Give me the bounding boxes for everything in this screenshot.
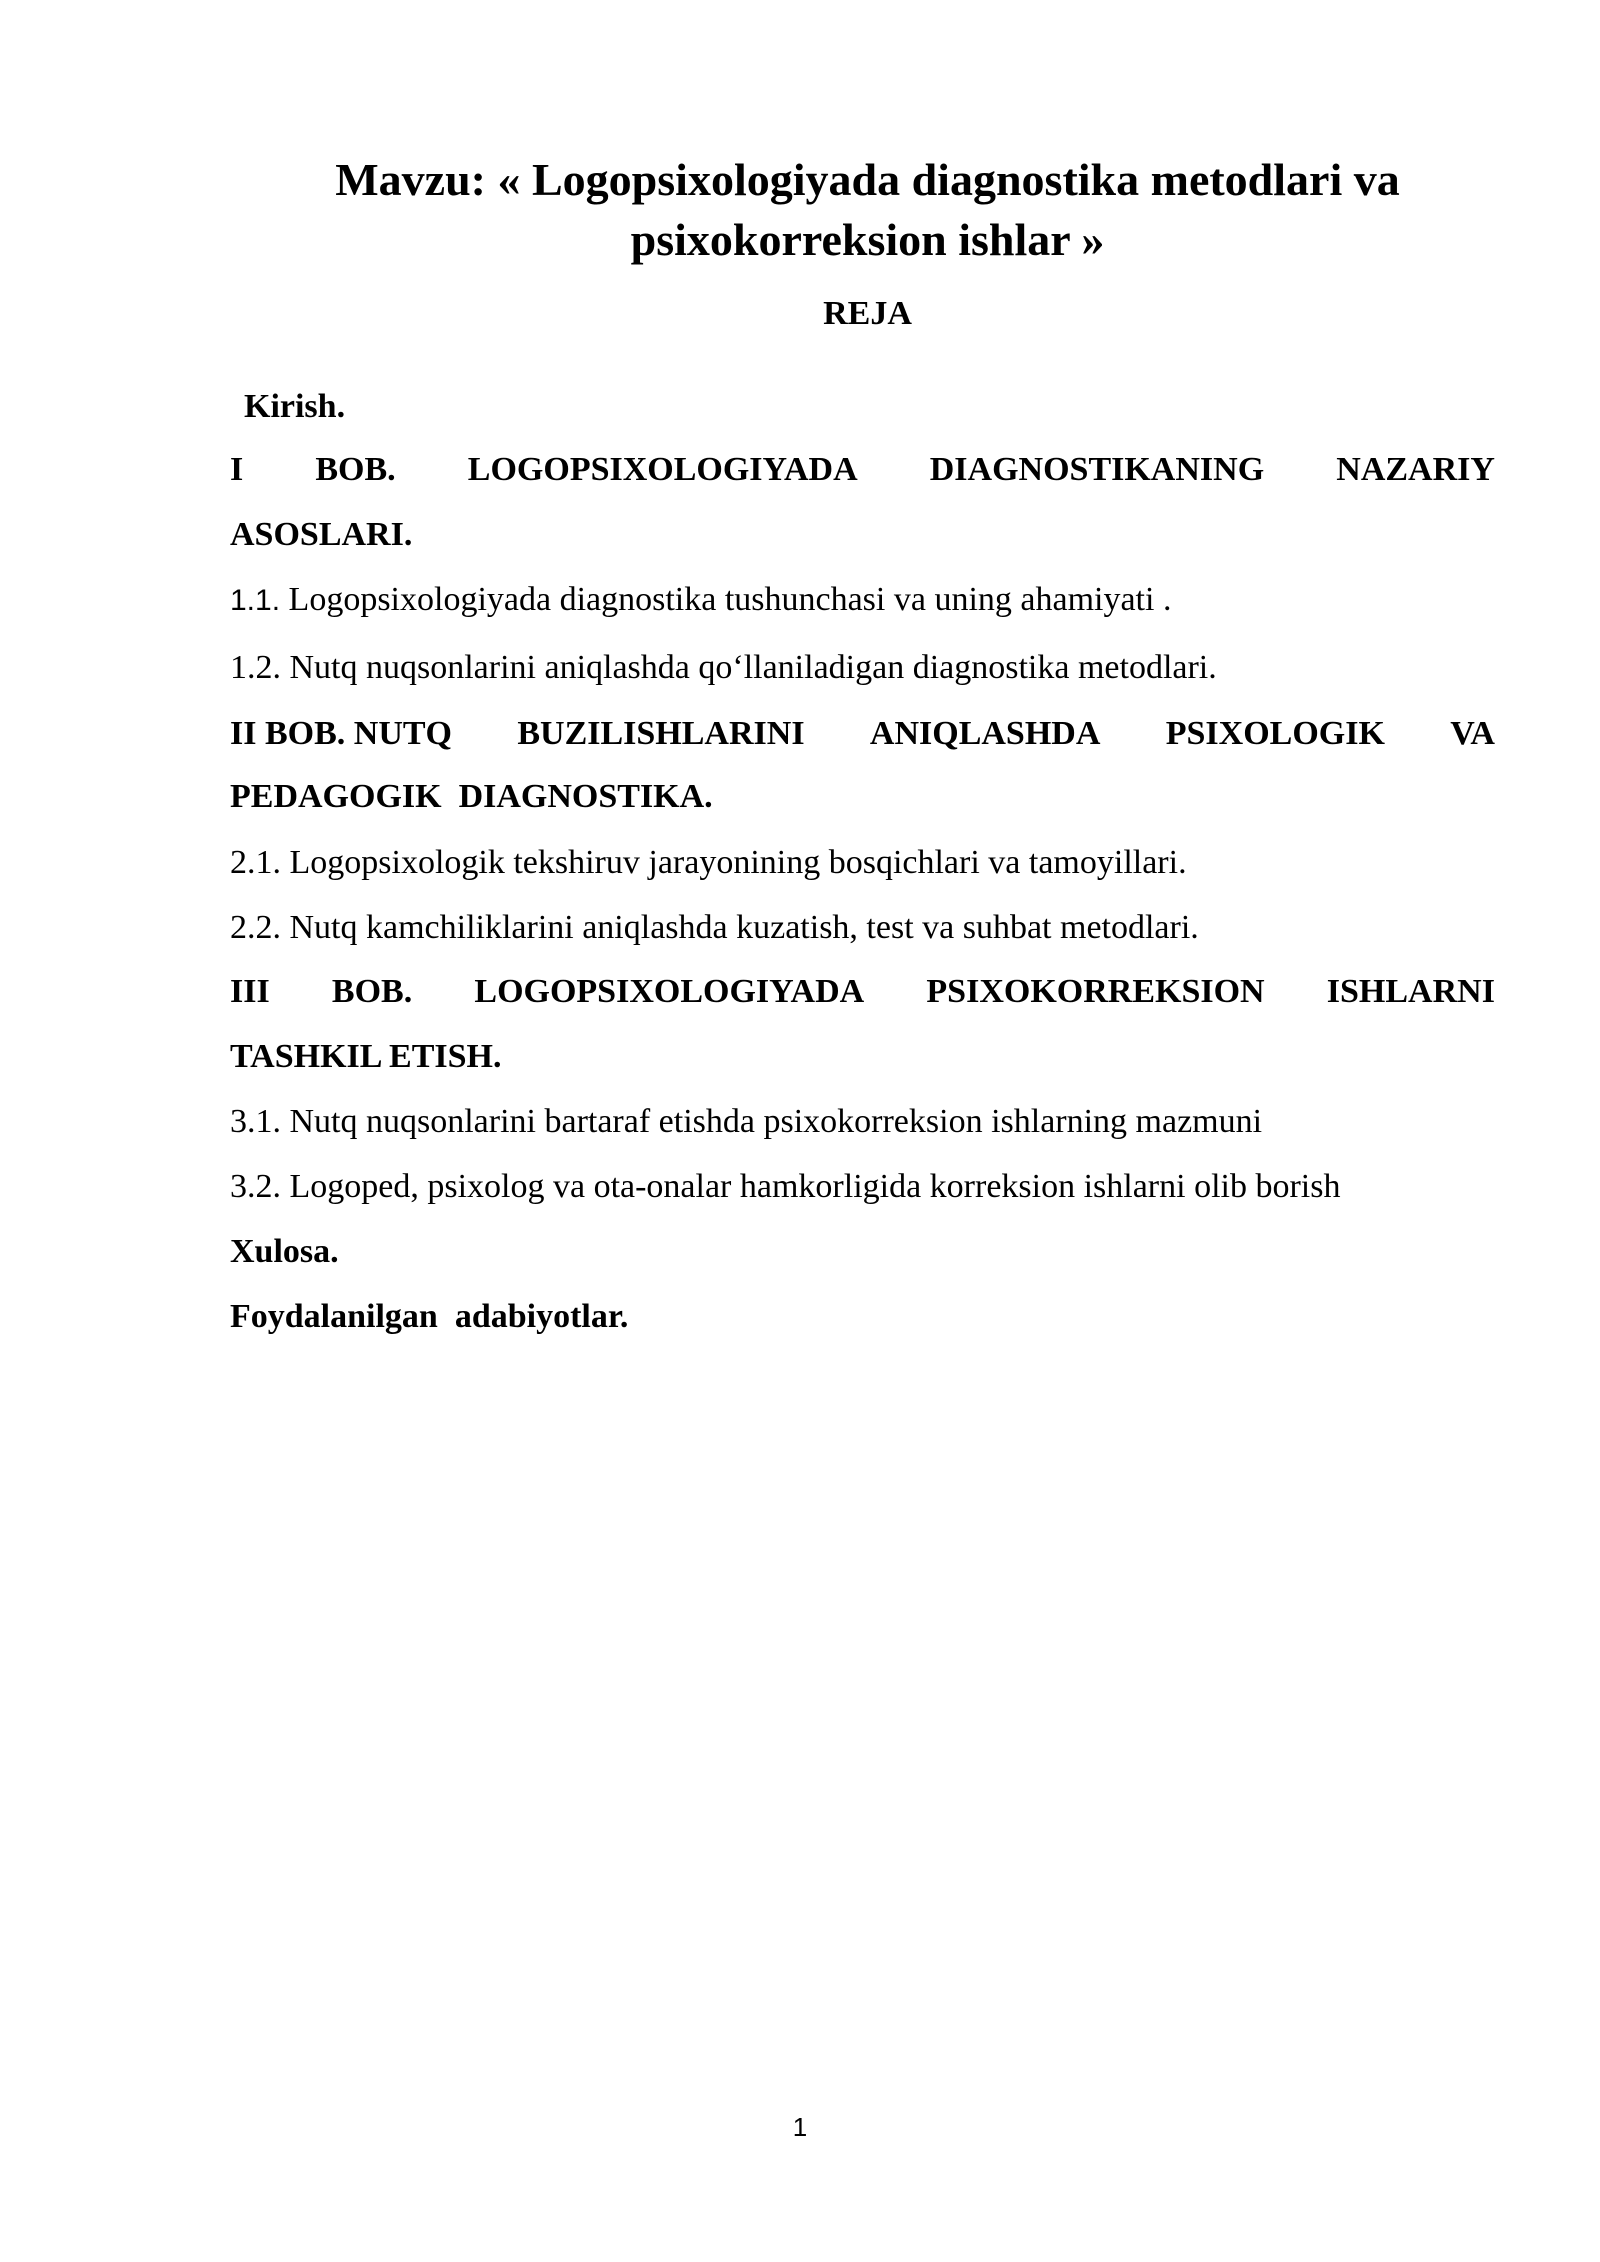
- chapter-1-word: DIAGNOSTIKANING: [929, 451, 1265, 488]
- chapter-3-word: III: [230, 973, 270, 1010]
- chapter-2-word: II BOB. NUTQ: [230, 715, 452, 752]
- chapter-1-continuation: ASOSLARI.: [230, 516, 413, 553]
- chapter-1-word: BOB.: [315, 451, 396, 488]
- plan-item-2-2: 2.2. Nutq kamchiliklarini aniqlashda kuzatish, test va suhbat metodlari.: [230, 909, 1199, 946]
- chapter-2-heading: [230, 712, 1495, 756]
- plan-item-1-2: 1.2. Nutq nuqsonlarini aniqlashda qo‘llaniladigan diagnostika metodlari.: [230, 649, 1217, 686]
- conclusion-heading: Xulosa.: [230, 1233, 339, 1270]
- document-title: [230, 150, 1505, 270]
- chapter-2-word: PSIXOLOGIK: [1165, 715, 1385, 752]
- chapter-1-heading: [230, 448, 1495, 492]
- title-line-1: Mavzu: « Logopsixologiyada diagnostika metodlari va: [335, 154, 1400, 205]
- chapter-3-continuation: TASHKIL ETISH.: [230, 1038, 502, 1075]
- title-line-2: psixokorreksion ishlar »: [630, 214, 1105, 265]
- references-heading: Foydalanilgan adabiyotlar.: [230, 1298, 629, 1335]
- chapter-3-word: ISHLARNI: [1326, 973, 1495, 1010]
- chapter-3-heading: [230, 970, 1495, 1014]
- chapter-2-word: VA: [1450, 715, 1495, 752]
- chapter-2-word: ANIQLASHDA: [869, 715, 1101, 752]
- plan-item-1-1: [230, 578, 1495, 623]
- intro-heading: Kirish.: [244, 388, 346, 425]
- chapter-3-word: PSIXOKORREKSION: [926, 973, 1265, 1010]
- plan-item-3-2: 3.2. Logoped, psixolog va ota-onalar hamkorligida korreksion ishlarni olib borish: [230, 1168, 1341, 1205]
- plan-item-3-1: 3.1. Nutq nuqsonlarini bartaraf etishda psixokorreksion ishlarning mazmuni: [230, 1103, 1263, 1140]
- chapter-3-word: LOGOPSIXOLOGIYADA: [474, 973, 865, 1010]
- chapter-3-word: BOB.: [331, 973, 413, 1010]
- plan-item-number: 1.1.: [230, 584, 281, 617]
- plan-item-text: Logopsixologiyada diagnostika tushunchasi va uning ahamiyati .: [288, 581, 1172, 618]
- chapter-1-word: LOGOPSIXOLOGIYADA: [467, 451, 858, 488]
- plan-heading: REJA: [823, 295, 912, 332]
- page-number: 1: [792, 2112, 808, 2142]
- chapter-2-continuation: PEDAGOGIK DIAGNOSTIKA.: [230, 778, 713, 815]
- chapter-1-word: I: [230, 451, 244, 488]
- plan-item-2-1: 2.1. Logopsixologik tekshiruv jarayonining bosqichlari va tamoyillari.: [230, 844, 1187, 881]
- chapter-2-word: BUZILISHLARINI: [517, 715, 805, 752]
- chapter-1-word: NAZARIY: [1336, 451, 1495, 488]
